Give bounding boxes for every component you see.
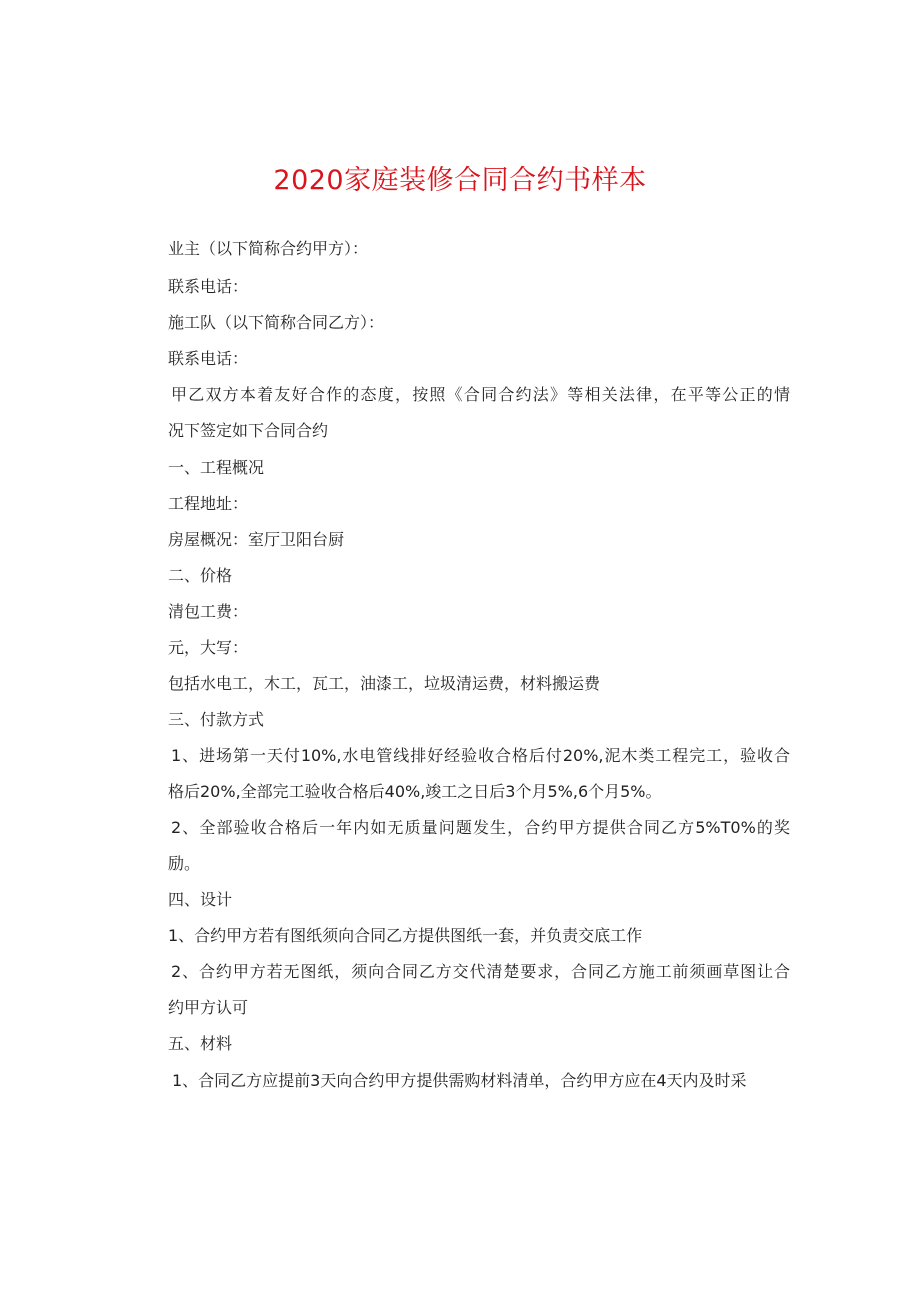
payment-1-line-1: 1、进场第一天付10%,水电管线排好经验收合格后付20%,泥木类工程完工，验收合 [171, 746, 790, 765]
owner-phone-line: 联系电话： [168, 277, 249, 296]
payment-1-line-2: 格后20%,全部完工验收合格后40%,竣工之日后3个月5%,6个月5%。 [168, 782, 662, 801]
design-2-paragraph [168, 954, 790, 1026]
payment-1-paragraph [168, 738, 790, 810]
section-4-heading: 四、设计 [168, 890, 233, 909]
design-2-line-2: 约甲方认可 [168, 998, 249, 1017]
section-1-heading: 一、工程概况 [168, 458, 265, 477]
includes-line: 包括水电工，木工，瓦工，油漆工，垃圾清运费，材料搬运费 [168, 674, 601, 693]
amount-line: 元，大写： [168, 638, 249, 657]
house-line: 房屋概况：室厅卫阳台厨 [168, 530, 345, 549]
owner-line: 业主（以下简称合约甲方）： [168, 239, 369, 258]
design-1-line: 1、合约甲方若有图纸须向合同乙方提供图纸一套，并负责交底工作 [168, 926, 643, 945]
payment-2-line-1: 2、全部验收合格后一年内如无质量问题发生，合约甲方提供合同乙方5%T0%的奖 [171, 818, 790, 837]
document-title: 2020家庭装修合同合约书样本 [273, 165, 647, 196]
contractor-line: 施工队（以下简称合同乙方）： [168, 313, 385, 332]
contractor-phone-line: 联系电话： [168, 349, 249, 368]
section-3-heading: 三、付款方式 [168, 710, 265, 729]
section-5-heading: 五、材料 [168, 1034, 233, 1053]
intro-line-2: 况下签定如下合同合约 [168, 421, 329, 440]
intro-paragraph [168, 377, 790, 449]
intro-line-1: 甲乙双方本着友好合作的态度，按照《合同合约法》等相关法律，在平等公正的情 [171, 385, 790, 404]
payment-2-line-2: 励。 [168, 854, 201, 873]
address-line: 工程地址： [168, 494, 249, 513]
design-2-line-1: 2、合约甲方若无图纸，须向合同乙方交代清楚要求，合同乙方施工前须画草图让合 [171, 962, 790, 981]
section-2-heading: 二、价格 [168, 566, 233, 585]
payment-2-paragraph [168, 810, 790, 882]
material-1-line: 1、合同乙方应提前3天向合约甲方提供需购材料清单，合约甲方应在4天内及时采 [172, 1071, 747, 1090]
labor-fee-line: 清包工费： [168, 602, 249, 621]
